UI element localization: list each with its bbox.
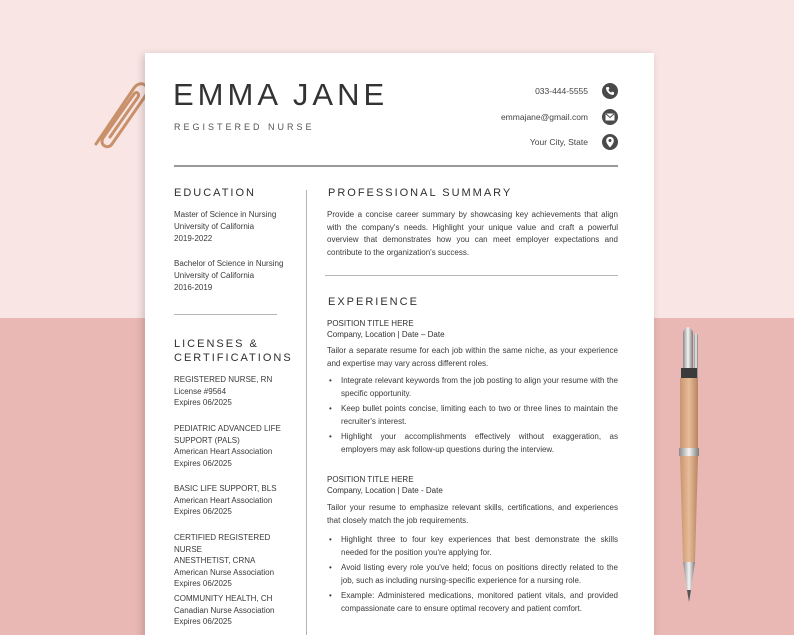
phone-icon (602, 83, 618, 99)
email-icon (602, 109, 618, 125)
job-intro: Tailor a separate resume for each job within the same niche, as your experience and expertise may vary across different roles. (327, 346, 618, 368)
license-item (174, 483, 299, 518)
job-bullet: • Keep bullet points concise, limiting each to two or three lines to maintain the recruiter's interest. (327, 402, 618, 428)
license-item (174, 374, 299, 409)
education-item (174, 209, 299, 245)
license-expiry: Expires 06/2025 (174, 579, 232, 588)
left-section-divider (174, 314, 277, 315)
license-item (174, 593, 299, 628)
experience-heading: EXPERIENCE (328, 296, 419, 308)
licenses-heading-line2: CERTIFICATIONS (174, 352, 293, 364)
license-detail: American Heart Association (174, 447, 273, 456)
education-years: 2019-2022 (174, 234, 213, 243)
education-heading: EDUCATION (174, 187, 256, 199)
contact-location (530, 134, 618, 150)
education-school: University of California (174, 222, 255, 231)
job-bullets (327, 533, 618, 615)
pen-icon (672, 322, 706, 612)
license-detail: American Heart Association (174, 495, 273, 505)
job-bullet: • Highlight three to four key experiences that best demonstrate the skills needed for the position you're applying for. (327, 533, 618, 559)
license-name-cont: ANESTHETIST, CRNA (174, 556, 256, 565)
license-expiry: Expires 06/2025 (174, 398, 232, 407)
license-item (174, 423, 299, 469)
location-text: Your City, State (529, 137, 588, 147)
summary-text: Provide a concise career summary by showcasing key achievements that align with the company's needs. Highlight your unique value and craft a powerful overview that demonstrates how you can meet employer expectations and contribute to the organization's success. (327, 210, 618, 257)
contact-phone (535, 83, 618, 99)
license-name: BASIC LIFE SUPPORT, BLS (174, 484, 277, 493)
license-name: PEDIATRIC ADVANCED LIFE (174, 424, 281, 433)
license-detail: American Nurse Association (174, 567, 275, 577)
education-degree: Bachelor of Science in Nursing (174, 259, 284, 268)
job-bullets (327, 374, 618, 456)
education-school: University of California (174, 271, 255, 280)
license-name: REGISTERED NURSE, RN (174, 375, 273, 384)
summary-divider (325, 275, 618, 276)
paperclip-icon (82, 74, 152, 154)
phone-text: 033-444-5555 (535, 86, 588, 96)
location-pin-icon (602, 134, 618, 150)
license-item (174, 532, 299, 590)
resume-name: EMMA JANE (173, 77, 389, 112)
resume-page (145, 53, 654, 635)
license-detail: Canadian Nurse Association (174, 605, 275, 615)
job-company: Company, Location | Date – Date (327, 330, 445, 339)
job-bullet: • Integrate relevant keywords from the job posting to align your resume with the specific opportunity. (327, 374, 618, 400)
job-position: POSITION TITLE HERE (327, 475, 414, 484)
education-item (174, 258, 299, 294)
experience-job (327, 318, 618, 458)
license-name: CERTIFIED REGISTERED NURSE (174, 533, 271, 554)
license-expiry: Expires 06/2025 (174, 507, 232, 516)
license-expiry: Expires 06/2025 (174, 458, 232, 468)
education-years: 2016-2019 (174, 283, 213, 292)
licenses-heading-line1: LICENSES & (174, 338, 259, 350)
license-name-cont: SUPPORT (PALS) (174, 435, 240, 445)
email-text: emmajane@gmail.com (500, 112, 588, 122)
license-expiry: Expires 06/2025 (174, 617, 232, 626)
job-company: Company, Location | Date - Date (327, 486, 443, 495)
education-degree: Master of Science in Nursing (174, 210, 277, 219)
experience-job (327, 474, 618, 617)
resume-job-title: REGISTERED NURSE (174, 122, 315, 132)
job-intro: Tailor your resume to emphasize relevant skills, certifications, and experiences that closely match the job requirements. (327, 503, 618, 525)
job-position: POSITION TITLE HERE (327, 319, 414, 328)
job-bullet: • Avoid listing every role you've held; focus on positions directly related to the job, such as including nursing-specific experience for a nursing role. (327, 561, 618, 587)
column-divider (306, 190, 307, 635)
license-detail: License #9564 (174, 386, 227, 396)
header-divider (174, 165, 618, 167)
license-name: COMMUNITY HEALTH, CH (174, 594, 273, 603)
job-bullet: • Highlight your accomplishments effectively without exaggeration, as employers may ask follow-up questions during the interview. (327, 430, 618, 456)
contact-email (501, 109, 618, 125)
licenses-heading (174, 337, 293, 365)
summary-heading: PROFESSIONAL SUMMARY (328, 187, 513, 199)
job-bullet: • Example: Administered medications, monitored patient vitals, and provided compassionate care to ensure optimal recovery and patient comfort. (327, 589, 618, 615)
